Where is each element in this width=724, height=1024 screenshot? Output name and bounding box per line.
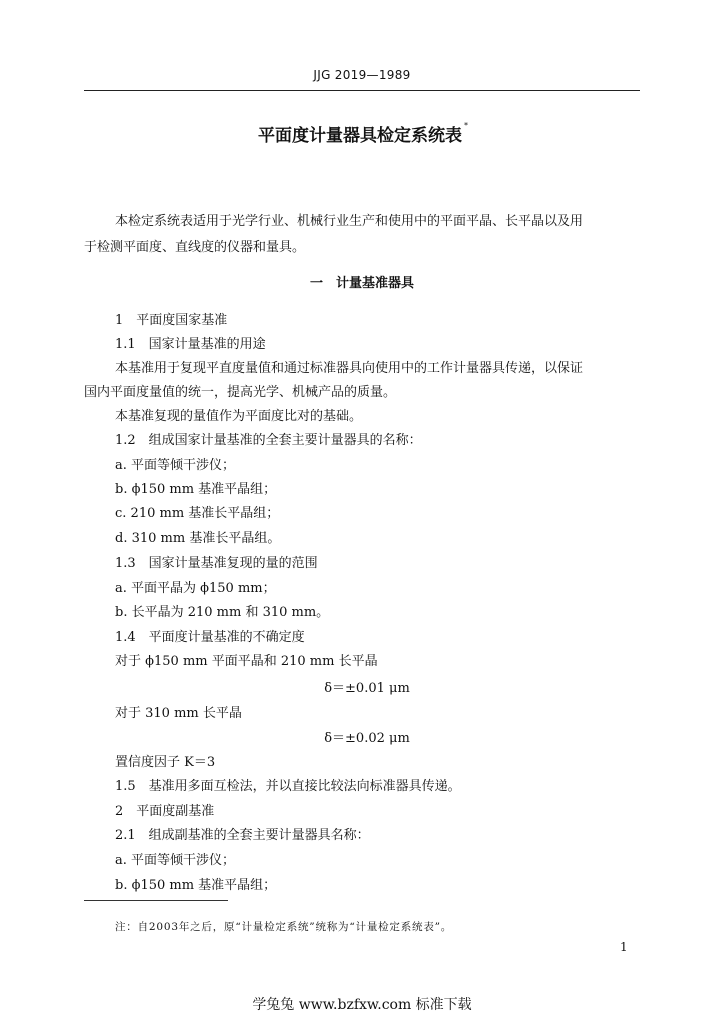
page-title (0, 121, 724, 146)
title-footnote-marker: * (464, 121, 468, 131)
list-item: c. 210 mm 基准长平晶组； (115, 506, 280, 521)
section-heading: 一 计量基准器具 (309, 276, 414, 291)
clause-heading: 2.1 组成副基准的全套主要计量器具名称： (115, 828, 370, 843)
clause-heading: 1.2 组成国家计量基准的全套主要计量器具的名称： (115, 433, 422, 448)
list-item: d. 310 mm 基准长平晶组。 (115, 531, 281, 546)
list-item: b. ϕ150 mm 基准平晶组； (115, 482, 277, 497)
title-text: 平面度计量器具检定系统表 (258, 126, 462, 146)
paragraph-line: 国内平面度量值的统一，提高光学、机械产品的质量。 (84, 385, 397, 400)
clause-heading: 2 平面度副基准 (115, 804, 215, 819)
paragraph-line: 对于 ϕ150 mm 平面平晶和 210 mm 长平晶 (115, 654, 378, 669)
intro-line-1: 本检定系统表适用于光学行业、机械行业生产和使用中的平面平晶、长平晶以及用 (115, 214, 584, 229)
footnote: 注：自2003年之后，原“计量检定系统”统称为“计量检定系统表”。 (115, 921, 453, 933)
footnote-divider (84, 900, 228, 901)
clause-heading: 1.1 国家计量基准的用途 (115, 337, 266, 352)
header-divider (84, 90, 640, 91)
clause-heading: 1.5 基准用多面互检法，并以直接比较法向标准器具传递。 (115, 779, 461, 794)
list-item: a. 平面平晶为 ϕ150 mm； (115, 581, 276, 596)
page-number: 1 (620, 940, 628, 954)
list-item: a. 平面等倾干涉仪； (115, 853, 236, 868)
uncertainty-formula: δ＝±0.01 μm (324, 681, 410, 696)
clause-heading: 1.4 平面度计量基准的不确定度 (115, 630, 305, 645)
uncertainty-formula: δ＝±0.02 μm (324, 731, 410, 746)
standard-code-header: JJG 2019—1989 (313, 68, 411, 82)
paragraph-line: 本基准复现的量值作为平面度比对的基础。 (115, 409, 363, 424)
clause-heading: 1 平面度国家基准 (115, 313, 228, 328)
paragraph-line: 置信度因子 K＝3 (115, 755, 216, 770)
watermark-footer: 学兔兔 www.bzfxw.com 标准下载 (252, 997, 472, 1013)
list-item: b. ϕ150 mm 基准平晶组； (115, 878, 277, 893)
intro-line-2: 于检测平面度、直线度的仪器和量具。 (84, 240, 306, 255)
list-item: a. 平面等倾干涉仪； (115, 458, 236, 473)
list-item: b. 长平晶为 210 mm 和 310 mm。 (115, 605, 330, 620)
paragraph-line: 本基准用于复现平直度量值和通过标准器具向使用中的工作计量器具传递，以保证 (115, 361, 584, 376)
clause-heading: 1.3 国家计量基准复现的量的范围 (115, 556, 318, 571)
paragraph-line: 对于 310 mm 长平晶 (115, 706, 242, 721)
